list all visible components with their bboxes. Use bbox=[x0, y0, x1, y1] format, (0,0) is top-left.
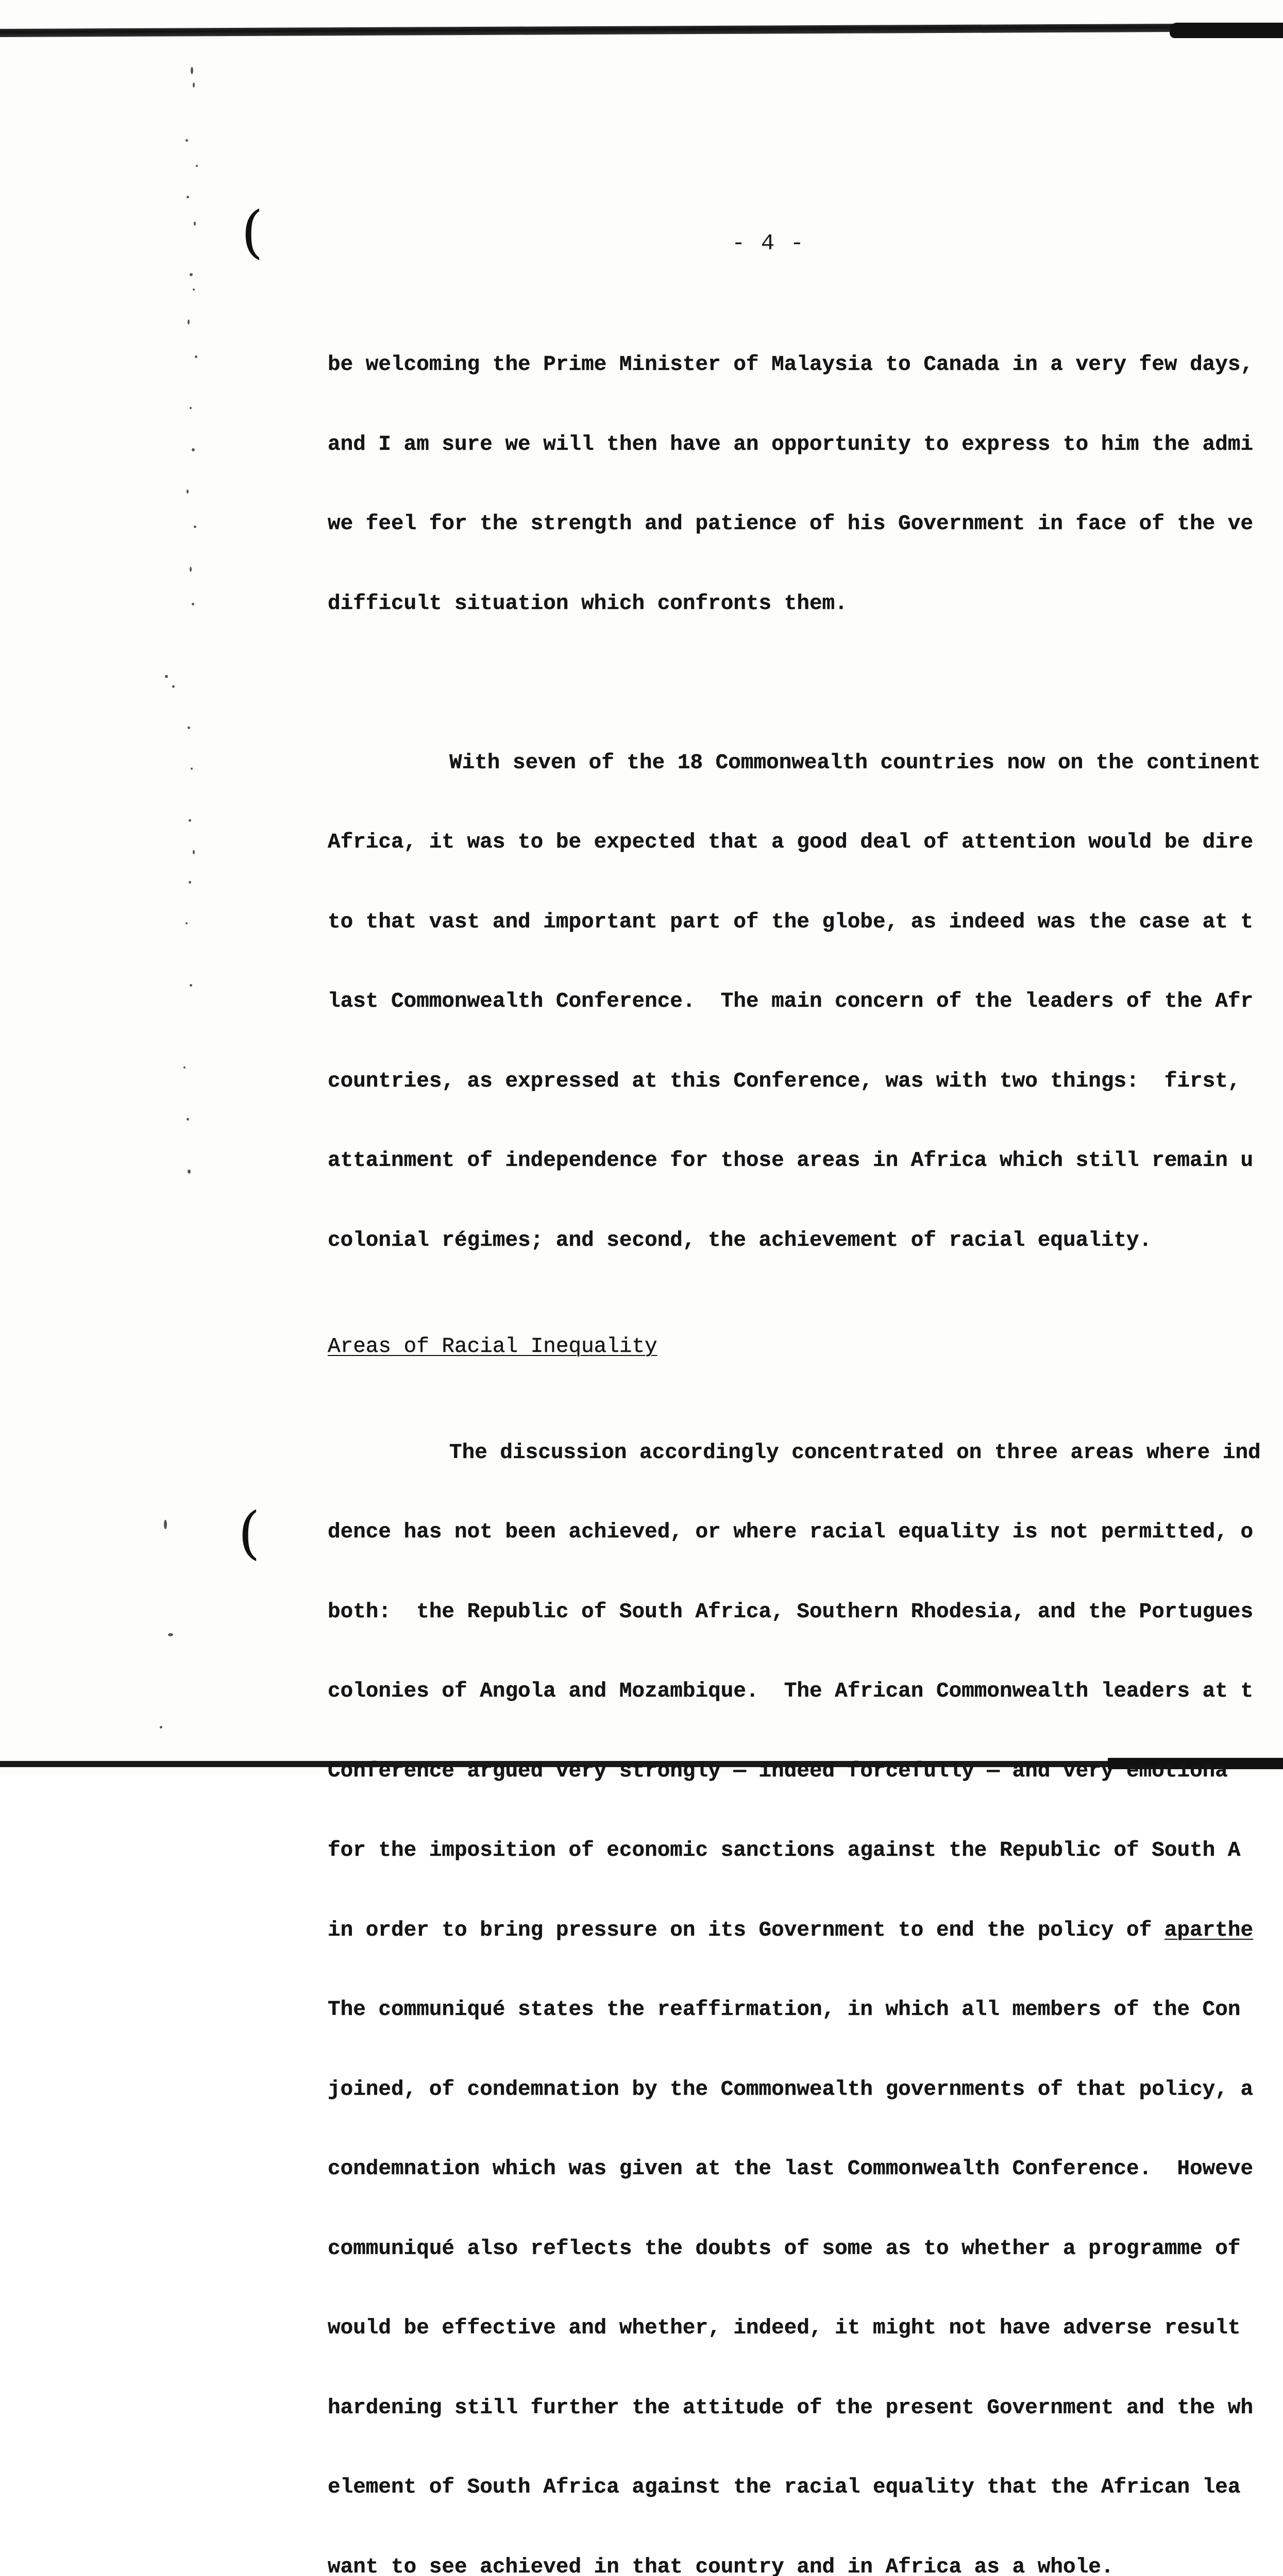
margin-scan-noise bbox=[129, 46, 211, 1747]
speck bbox=[187, 489, 189, 494]
speck bbox=[172, 685, 175, 688]
punch-hole-upper: ( bbox=[241, 204, 263, 260]
speck bbox=[192, 603, 194, 605]
speck bbox=[194, 526, 196, 528]
text-line bbox=[328, 1918, 1282, 1944]
text-line: and I am sure we will then have an opportunity to express to him the admi bbox=[328, 432, 1282, 459]
text-line: for the imposition of economic sanctions against the Republic of South A bbox=[328, 1838, 1282, 1865]
text-line: want to see achieved in that country and in Africa as a whole. bbox=[328, 2554, 1282, 2576]
paragraph-1 bbox=[328, 299, 1282, 670]
speck bbox=[193, 82, 195, 88]
text-line: Africa, it was to be expected that a good deal of attention would be dire bbox=[328, 829, 1282, 856]
text-line: both: the Republic of South Africa, Southern Rhodesia, and the Portugues bbox=[328, 1599, 1282, 1626]
body-text bbox=[328, 299, 1282, 2576]
speck bbox=[191, 67, 193, 74]
text-line: hardening still further the attitude of the present Government and the wh bbox=[328, 2395, 1282, 2422]
paragraph-2 bbox=[328, 697, 1282, 1308]
speck bbox=[185, 139, 188, 142]
text-line: With seven of the 18 Commonwealth countries now on the continent bbox=[328, 750, 1282, 777]
punch-hole-lower: ( bbox=[238, 1504, 260, 1561]
text-line: would be effective and whether, indeed, it might not have adverse result bbox=[328, 2315, 1282, 2342]
text-line: attainment of independence for those areas in Africa which still remain u bbox=[328, 1148, 1282, 1175]
speck bbox=[185, 922, 188, 924]
speck bbox=[190, 273, 193, 276]
text-line: The discussion accordingly concentrated on three areas where ind bbox=[328, 1440, 1282, 1467]
text-line: joined, of condemnation by the Commonwealth governments of that policy, a bbox=[328, 2077, 1282, 2104]
text-line: difficult situation which confronts them. bbox=[328, 591, 1282, 618]
text-line: Conference argued very strongly — indeed forcefully — and very emotiona bbox=[328, 1758, 1282, 1785]
scan-top-edge bbox=[0, 23, 1282, 37]
speck bbox=[189, 819, 191, 822]
text-line: condemnation which was given at the last Commonwealth Conference. Howeve bbox=[328, 2156, 1282, 2183]
page-number: - 4 - bbox=[732, 231, 805, 257]
text-line: colonial régimes; and second, the achievement of racial equality. bbox=[328, 1228, 1282, 1255]
text-line: colonies of Angola and Mozambique. The African Commonwealth leaders at t bbox=[328, 1679, 1282, 1705]
speck bbox=[195, 355, 197, 358]
speck bbox=[165, 675, 168, 678]
speck bbox=[168, 1633, 173, 1636]
speck bbox=[194, 222, 196, 226]
speck bbox=[190, 567, 192, 572]
text-line-start: in order to bring pressure on its Government to end the policy of bbox=[328, 1919, 1164, 1942]
text-line: The communiqué states the reaffirmation, in which all members of the Con bbox=[328, 1997, 1282, 2024]
speck bbox=[192, 448, 195, 451]
speck bbox=[188, 319, 190, 325]
speck bbox=[187, 196, 189, 198]
text-line: be welcoming the Prime Minister of Malaysia to Canada in a very few days, bbox=[328, 352, 1282, 379]
section-heading: Areas of Racial Inequality bbox=[328, 1334, 1282, 1361]
text-line: we feel for the strength and patience of his Government in face of the ve bbox=[328, 511, 1282, 538]
speck bbox=[188, 726, 190, 729]
text-line: countries, as expressed at this Conference, was with two things: first, bbox=[328, 1069, 1282, 1095]
speck bbox=[193, 289, 195, 291]
text-line: element of South Africa against the racial equality that the African lea bbox=[328, 2475, 1282, 2501]
speck bbox=[196, 165, 198, 167]
speck bbox=[189, 881, 191, 884]
speck bbox=[191, 768, 193, 770]
speck bbox=[183, 1066, 185, 1069]
paragraph-3 bbox=[328, 1387, 1282, 2576]
speck bbox=[190, 984, 192, 987]
speck bbox=[190, 407, 192, 409]
speck bbox=[188, 1170, 191, 1174]
speck bbox=[164, 1520, 167, 1529]
text-line: communiqué also reflects the doubts of some as to whether a programme of bbox=[328, 2236, 1282, 2263]
text-line: last Commonwealth Conference. The main concern of the leaders of the Afr bbox=[328, 989, 1282, 1015]
text-line: to that vast and important part of the globe, as indeed was the case at t bbox=[328, 909, 1282, 936]
underlined-word: aparthe bbox=[1164, 1919, 1253, 1942]
scan-top-edge-shadow bbox=[1170, 23, 1283, 38]
speck bbox=[193, 850, 195, 854]
text-line: dence has not been achieved, or where racial equality is not permitted, o bbox=[328, 1519, 1282, 1546]
speck bbox=[160, 1726, 162, 1728]
speck bbox=[187, 1118, 189, 1121]
